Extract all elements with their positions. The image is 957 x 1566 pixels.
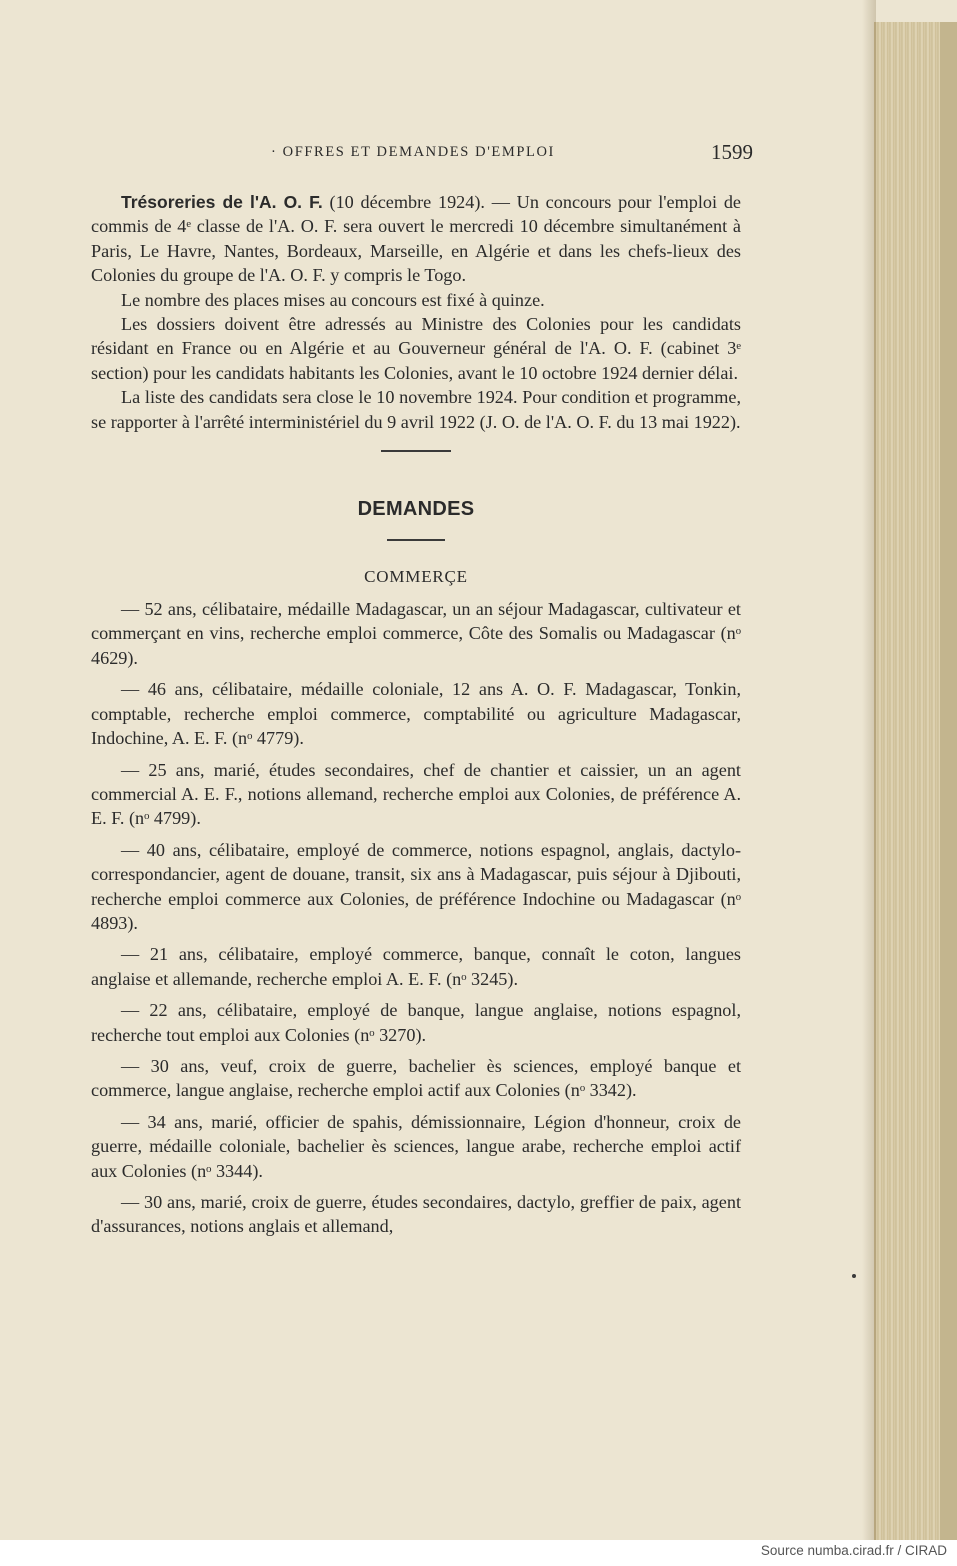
demande-entry: — 30 ans, marié, croix de guerre, études secondaires, dactylo, greffier de paix, agent d'assurances, notions anglais et allemand, <box>91 1192 741 1237</box>
page-stack-edge <box>874 22 942 1540</box>
demande-entry: — 52 ans, célibataire, médaille Madagascar, un an séjour Madagascar, cultivateur et commerçant en vins, recherche emploi commerce, Côte des Somalis ou Madagascar (nᵒ 4629). <box>91 599 741 668</box>
offer-paragraph-2: Le nombre des places mises au concours est fixé à quinze. <box>121 289 545 310</box>
section-title-demandes: DEMANDES <box>357 498 475 521</box>
offer-paragraph-4: La liste des candidats sera close le 10 novembre 1924. Pour condition et programme, se rapporter à l'arrêté interministériel du 9 avril 1922 (J. O. de l'A. O. F. du 13 mai 1922). <box>91 387 741 432</box>
page-number: 1599 <box>711 140 753 164</box>
page-stack-edge-dark <box>940 22 957 1540</box>
demande-entry: — 34 ans, marié, officier de spahis, démissionnaire, Légion d'honneur, croix de guerre, médaille coloniale, bachelier ès sciences, langue arabe, recherche emploi actif aux Colonies (nᵒ 3344). <box>91 1111 741 1181</box>
offer-lead-text: (10 décembre 1924). — Un concours pour l'emploi de commis de 4ᵉ classe de l'A. O. F. sera ouvert le mercredi 10 décembre simultanément à Paris, Le Havre, Nantes, Bordeaux, Marseille, en Algérie et dans les chefs-lieux des Colonies du groupe de l'A. O. F. y compris le Togo. <box>91 192 741 286</box>
ink-speck <box>852 1274 856 1278</box>
demande-entry: — 22 ans, célibataire, employé de banque, langue anglaise, notions espagnol, recherche tout emploi aux Colonies (nᵒ 3270). <box>91 1000 741 1045</box>
source-credit: Source numba.cirad.fr / CIRAD <box>760 1543 947 1558</box>
demande-entry: — 25 ans, marié, études secondaires, chef de chantier et caissier, un an agent commercial A. E. F., notions allemand, recherche emploi aux Colonies, de préférence A. E. F. (nᵒ 4799). <box>91 759 741 829</box>
demande-entry: — 46 ans, célibataire, médaille coloniale, 12 ans A. O. F. Madagascar, Tonkin, comptable, recherche emploi commerce, comptabilité ou agriculture Madagascar, Indochine, A. E. F. (nᵒ 4779). <box>91 679 741 749</box>
offer-lead-heading: Trésoreries de l'A. O. F. <box>121 192 323 212</box>
demande-entry: — 21 ans, célibataire, employé commerce, banque, connaît le coton, langues anglaise et allemande, recherche emploi A. E. F. (nᵒ 3245). <box>91 944 741 989</box>
subsection-title-commerce: COMMERÇE <box>364 567 468 587</box>
running-head <box>91 132 753 164</box>
offer-paragraph-3: Les dossiers doivent être adressés au Ministre des Colonies pour les candidats résidant en France ou en Algérie et au Gouverneur général de l'A. O. F. (cabinet 3ᵉ section) pour les candidats habitants les Colonies, avant le 10 octobre 1924 dernier délai. <box>91 314 741 383</box>
demande-entry: — 40 ans, célibataire, employé de commerce, notions espagnol, anglais, dactylo-correspondancier, agent de douane, transit, six ans à Madagascar, puis séjour à Djibouti, recherche emploi commerce aux Colonies, de préférence Indochine ou Madagascar (nᵒ 4893). <box>91 839 741 933</box>
demande-entry: — 30 ans, veuf, croix de guerre, bachelier ès sciences, employé banque et commerce, langue anglaise, recherche emploi actif aux Colonies (nᵒ 3342). <box>91 1055 741 1101</box>
running-title: · OFFRES ET DEMANDES D'EMPLOI <box>271 144 555 160</box>
text-column <box>91 132 753 1246</box>
offer-paragraph-1 <box>91 190 741 288</box>
